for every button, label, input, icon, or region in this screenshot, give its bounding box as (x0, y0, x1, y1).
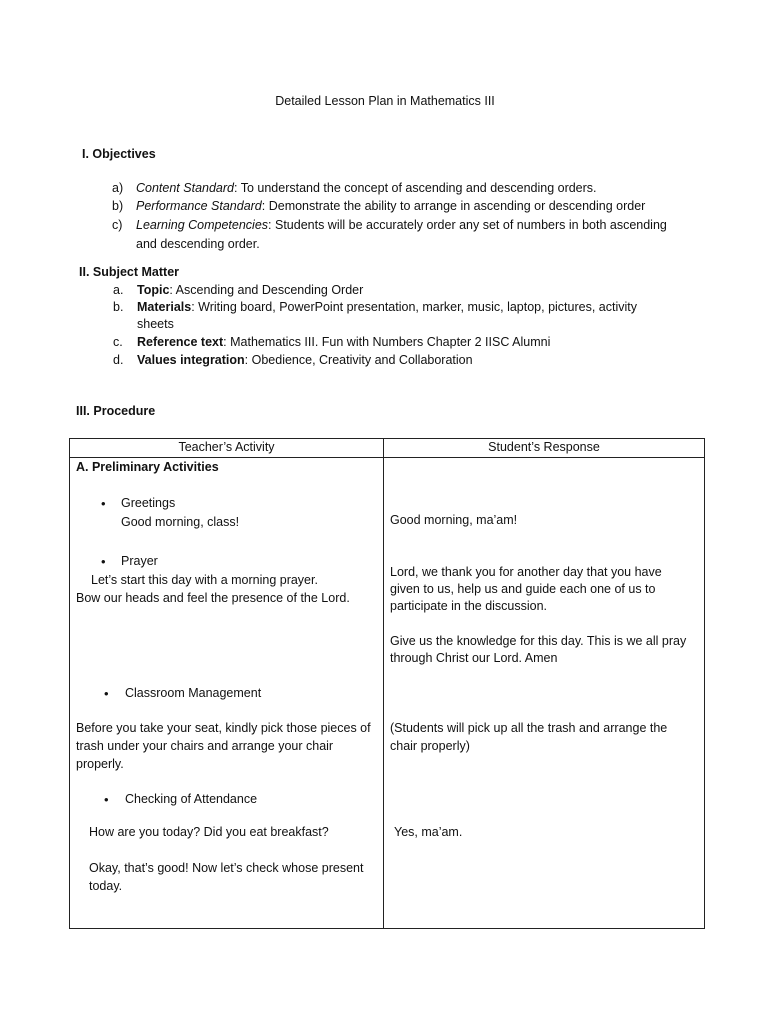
list-marker: d. (113, 353, 124, 367)
teacher-line: Bow our heads and feel the presence of the Lord. (76, 591, 350, 605)
subject-text: : Obedience, Creativity and Collaboration (244, 353, 473, 367)
teacher-line: Good morning, class! (121, 515, 240, 529)
bullet-icon: • (104, 792, 109, 807)
student-response-header: Student’s Response (384, 439, 705, 458)
bullet-icon: • (101, 496, 106, 511)
student-line: Good morning, ma’am! (390, 513, 518, 527)
student-line: (Students will pick up all the trash and arrange the (390, 721, 668, 735)
student-line: Give us the knowledge for this day. This is we all pray (390, 634, 687, 648)
prayer-label: Prayer (121, 554, 158, 568)
subject-item (113, 282, 363, 299)
list-marker: c. (113, 335, 123, 349)
objective-item (112, 180, 597, 197)
student-line: chair properly) (390, 739, 470, 753)
greetings-label: Greetings (121, 496, 176, 510)
subject-label: Values integration (137, 353, 245, 367)
student-line: through Christ our Lord. Amen (390, 651, 558, 665)
objective-label: Performance Standard (136, 199, 262, 213)
list-marker: b. (113, 300, 124, 314)
attendance-label: Checking of Attendance (125, 792, 258, 806)
objective-label: Content Standard (136, 181, 234, 195)
objective-text: : Demonstrate the ability to arrange in ascending or descending order (261, 199, 646, 213)
subject-label: Topic (137, 283, 170, 297)
objectives-heading: I. Objectives (82, 147, 156, 161)
subject-label: Reference text (137, 335, 224, 349)
subject-matter-heading: II. Subject Matter (79, 265, 180, 279)
subject-text: : Writing board, PowerPoint presentation, marker, music, laptop, pictures, activity (191, 300, 637, 314)
teacher-line: Before you take your seat, kindly pick those pieces of (76, 721, 371, 735)
procedure-table (69, 438, 705, 929)
teacher-activity-cell (70, 458, 384, 929)
list-marker: a. (113, 283, 124, 297)
objective-text: : Students will be accurately order any set of numbers in both ascending (268, 218, 667, 232)
page-title: Detailed Lesson Plan in Mathematics III (275, 94, 495, 108)
objective-item (112, 198, 645, 215)
teacher-line: today. (89, 879, 123, 893)
subject-text: : Ascending and Descending Order (169, 283, 364, 297)
teacher-line: Okay, that’s good! Now let’s check whose present (89, 861, 364, 875)
student-response-cell (384, 458, 705, 929)
objective-text-continued: and descending order. (136, 237, 260, 251)
list-marker: a) (112, 181, 124, 195)
student-line: participate in the discussion. (390, 599, 548, 613)
subject-item (113, 334, 550, 351)
list-marker: c) (112, 218, 123, 232)
section-heading-preliminary: A. Preliminary Activities (76, 460, 219, 474)
student-line: given to us, help us and guide each one of us to (390, 582, 656, 596)
bullet-icon: • (104, 686, 109, 701)
subject-item (113, 352, 473, 369)
student-line: Lord, we thank you for another day that you have (390, 565, 662, 579)
bullet-icon: • (101, 554, 106, 569)
teacher-line: How are you today? Did you eat breakfast? (89, 825, 329, 839)
teacher-line: Let’s start this day with a morning prayer. (91, 573, 318, 587)
teacher-line: trash under your chairs and arrange your chair (76, 739, 334, 753)
subject-item (113, 299, 637, 316)
table-row (70, 458, 705, 929)
table-header-row (70, 439, 705, 458)
subject-text: : Mathematics III. Fun with Numbers Chapter 2 IISC Alumni (223, 335, 551, 349)
classroom-management-label: Classroom Management (125, 686, 262, 700)
objective-text: : To understand the concept of ascending and descending orders. (234, 181, 597, 195)
teacher-activity-header: Teacher’s Activity (70, 439, 384, 458)
subject-text-continued: sheets (137, 317, 174, 331)
procedure-heading: III. Procedure (76, 404, 156, 418)
teacher-line: properly. (76, 757, 124, 771)
student-line: Yes, ma’am. (394, 825, 463, 839)
subject-label: Materials (137, 300, 192, 314)
list-marker: b) (112, 199, 124, 213)
objective-label: Learning Competencies (136, 218, 269, 232)
objective-item (112, 217, 667, 234)
